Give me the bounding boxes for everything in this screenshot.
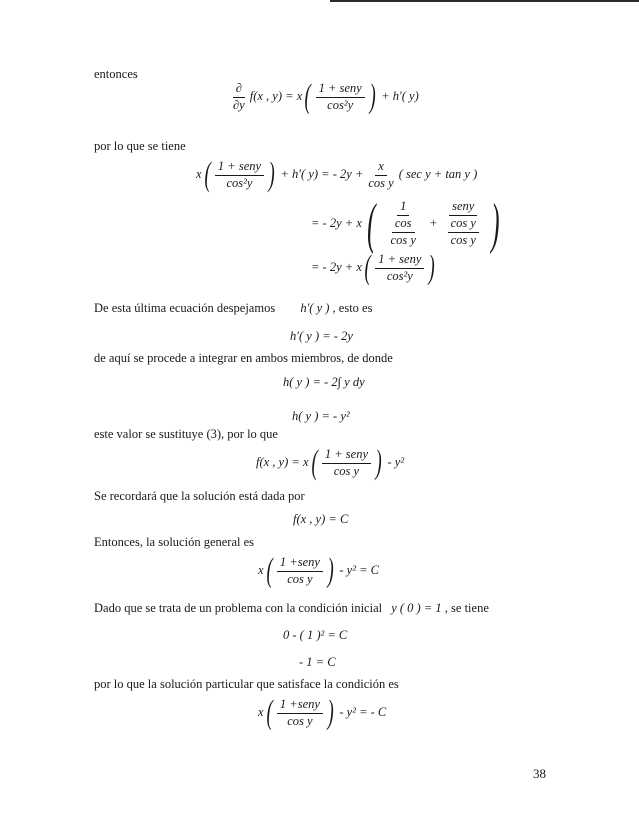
equation-general-solution: x( $\frac{\text{1 +seny}}{\text{cos y}}$ ) - y² = C xyxy=(258,552,379,589)
paragraph-condicion: Dado que se trata de un problema con la condición inicial y ( 0 ) = 1 , se tiene xyxy=(94,601,489,615)
top-rule xyxy=(330,0,639,2)
equation-initial: 0 - ( 1 )² = C xyxy=(283,628,348,642)
equation-integral: h( y ) = - 2∫ y dy xyxy=(283,375,365,389)
equation-line-3: = - 2y + x( $\frac{1}{\frac{\cos}{\text{cos y}}}$ + $\frac{\text{seny}}{\frac{\text{cos y}}{\text{cos y}}}$ ) xyxy=(311,193,500,255)
paragraph-por-lo-que: por lo que se tiene xyxy=(94,139,186,153)
partial-operator: $\frac{\partial}{\partial y}$ xyxy=(233,80,245,112)
page-number: 38 xyxy=(533,766,546,781)
paragraph-particular: por lo que la solución particular que satisface la condición es xyxy=(94,677,399,691)
equation-f-equals-c: f(x , y) = C xyxy=(293,512,349,526)
paragraph-sustituye: este valor se sustituye (3), por lo que xyxy=(94,427,278,441)
paragraph-recordara: Se recordará que la solución está dada por xyxy=(94,489,305,503)
paragraph-general: Entonces, la solución general es xyxy=(94,535,255,549)
equation-particular-solution: x( $\frac{\text{1 +seny}}{\text{cos y}}$ ) - y² = - C xyxy=(258,694,387,731)
equation-line-4: = - 2y + x( $\frac{\text{1 + seny}}{\text{cos²y}}$ ) xyxy=(311,249,436,286)
equation-f: f(x , y) = x( $\frac{\text{1 + seny}}{\text{cos y}}$ ) - y² xyxy=(256,444,405,481)
paragraph-entonces: entonces xyxy=(94,67,138,81)
paragraph-despejamos: De esta última ecuación despejamos h′( y ) , esto es xyxy=(94,301,373,315)
equation-c-value: - 1 = C xyxy=(299,655,336,669)
paragraph-integrar: de aquí se procede a integrar en ambos miembros, de donde xyxy=(94,351,393,365)
equation-hprime: h′( y ) = - 2y xyxy=(290,329,353,343)
equation-h: h( y ) = - y² xyxy=(292,409,350,423)
equation-line-2: x( $\frac{\text{1 + seny}}{\text{cos²y}}$ ) + h′( y) = - 2y + $\frac{x}{\text{cos y}}$ ( sec y + tan y ) xyxy=(196,156,478,193)
equation-partial-derivative: $\frac{\partial}{\partial y}$ f(x , y) = x( $\frac{\text{1 + seny}}{\text{cos²y}}$ ) + h′( y) xyxy=(228,80,419,114)
